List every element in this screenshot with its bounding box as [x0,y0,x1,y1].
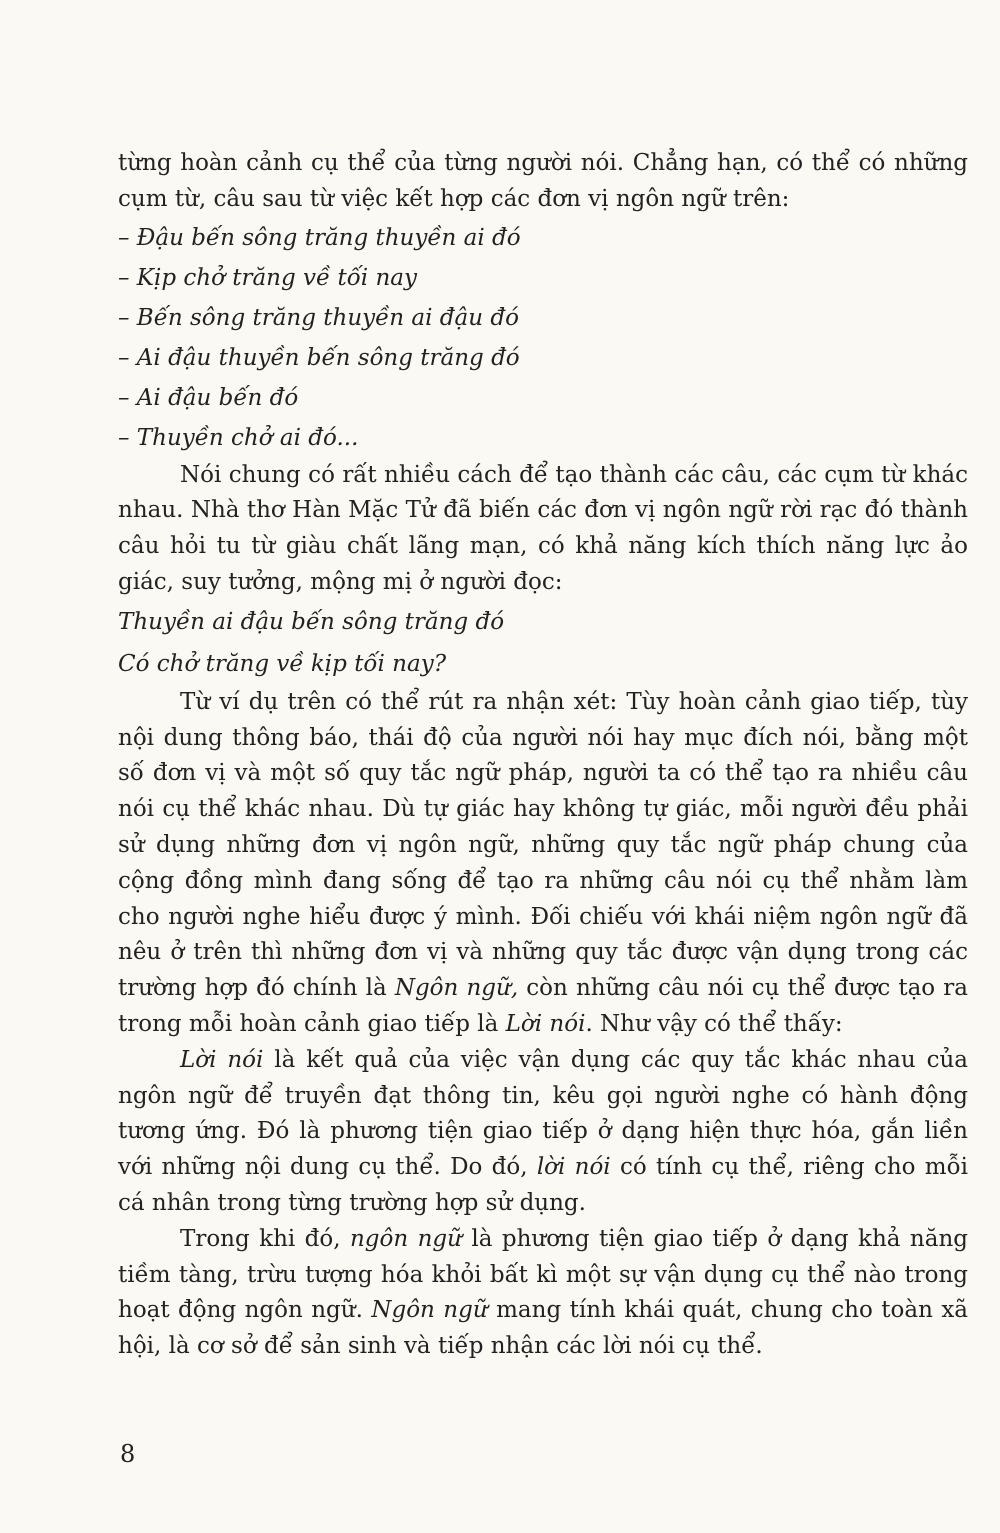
paragraph-loi-noi-definition [118,1043,968,1222]
example-list [118,218,968,458]
example-line: – Ai đậu thuyền bến sông trăng đó [118,344,520,371]
example-line: – Thuyền chở ai đó... [118,424,359,451]
term-loi-noi: lời nói [536,1154,611,1181]
paragraph-ngon-ngu-definition [118,1222,968,1365]
example-line: – Ai đậu bến đó [118,384,299,411]
definition-text-a: là kết quả của việc vận dụng các quy tắc khác nhau của ngôn ngữ để truyền đạt thông tin, kêu gọi người nghe có hành động tương ứng. Đó là phương tiện giao tiếp ở dạng hiện thực hóa, gắn liền với những nội dung cụ thể. Do đó, [118,1046,968,1181]
paragraph-intro: từng hoàn cảnh cụ thể của từng người nói. Chẳng hạn, có thể có những cụm từ, câu sau từ việc kết hợp các đơn vị ngôn ngữ trên: [118,150,968,212]
poem-line: Có chở trăng về kịp tối nay? [118,650,447,677]
term-ngon-ngu: Ngôn ngữ, [394,975,519,1002]
definition-text-b: có tính cụ thể, riêng cho mỗi cá nhân trong từng trường hợp sử dụng. [118,1154,969,1216]
page-number: 8 [120,1440,136,1468]
paragraph-general: Nói chung có rất nhiều cách để tạo thành các câu, các cụm từ khác nhau. Nhà thơ Hàn Mặc Tử đã biến các đơn vị ngôn ngữ rời rạc đó thành câu hỏi tu từ giàu chất lãng mạn, có khả năng kích thích năng lực ảo giác, suy tưởng, mộng mị ở người đọc: [118,461,968,595]
contrast-text-b: là phương tiện giao tiếp ở dạng khả năng tiềm tàng, trừu tượng hóa khỏi bất kì một sự vận dụng cụ thể nào trong hoạt động ngôn ngữ. [118,1225,968,1324]
term-ngon-ngu: ngôn ngữ [349,1225,462,1252]
term-ngon-ngu: Ngôn ngữ [371,1297,488,1324]
poem-quote [118,601,968,685]
paragraph-observation [118,685,968,1043]
observation-text-b: còn những câu nói cụ thể được tạo ra trong mỗi hoàn cảnh giao tiếp là [118,975,968,1037]
term-loi-noi: Lời nói [180,1046,264,1073]
term-loi-noi: Lời nói [505,1010,586,1037]
observation-text-c: . Như vậy có thể thấy: [585,1010,843,1037]
body-text [118,146,968,1365]
poem-line: Thuyền ai đậu bến sông trăng đó [118,608,505,635]
contrast-text-c: mang tính khái quát, chung cho toàn xã hội, là cơ sở để sản sinh và tiếp nhận các lời nói cụ thể. [118,1297,969,1360]
contrast-text-a: Trong khi đó, [180,1225,350,1252]
example-line: – Đậu bến sông trăng thuyền ai đó [118,224,521,251]
example-line: – Bến sông trăng thuyền ai đậu đó [118,304,519,331]
observation-text-a: Từ ví dụ trên có thể rút ra nhận xét: Tùy hoàn cảnh giao tiếp, tùy nội dung thông báo, thái độ của người nói hay mục đích nói, bằng một số đơn vị và một số quy tắc ngữ pháp, người ta có thể tạo ra nhiều câu nói cụ thể khác nhau. Dù tự giác hay không tự giác, mỗi người đều phải sử dụng những đơn vị ngôn ngữ, những quy tắc ngữ pháp chung của cộng đồng mình đang sống để tạo ra những câu nói cụ thể nhằm làm cho người nghe hiểu được ý mình. Đối chiếu với khái niệm ngôn ngữ đã nêu ở trên thì những đơn vị và những quy tắc được vận dụng trong các trường hợp đó chính là [118,688,968,1002]
example-line: – Kịp chở trăng về tối nay [118,264,417,291]
